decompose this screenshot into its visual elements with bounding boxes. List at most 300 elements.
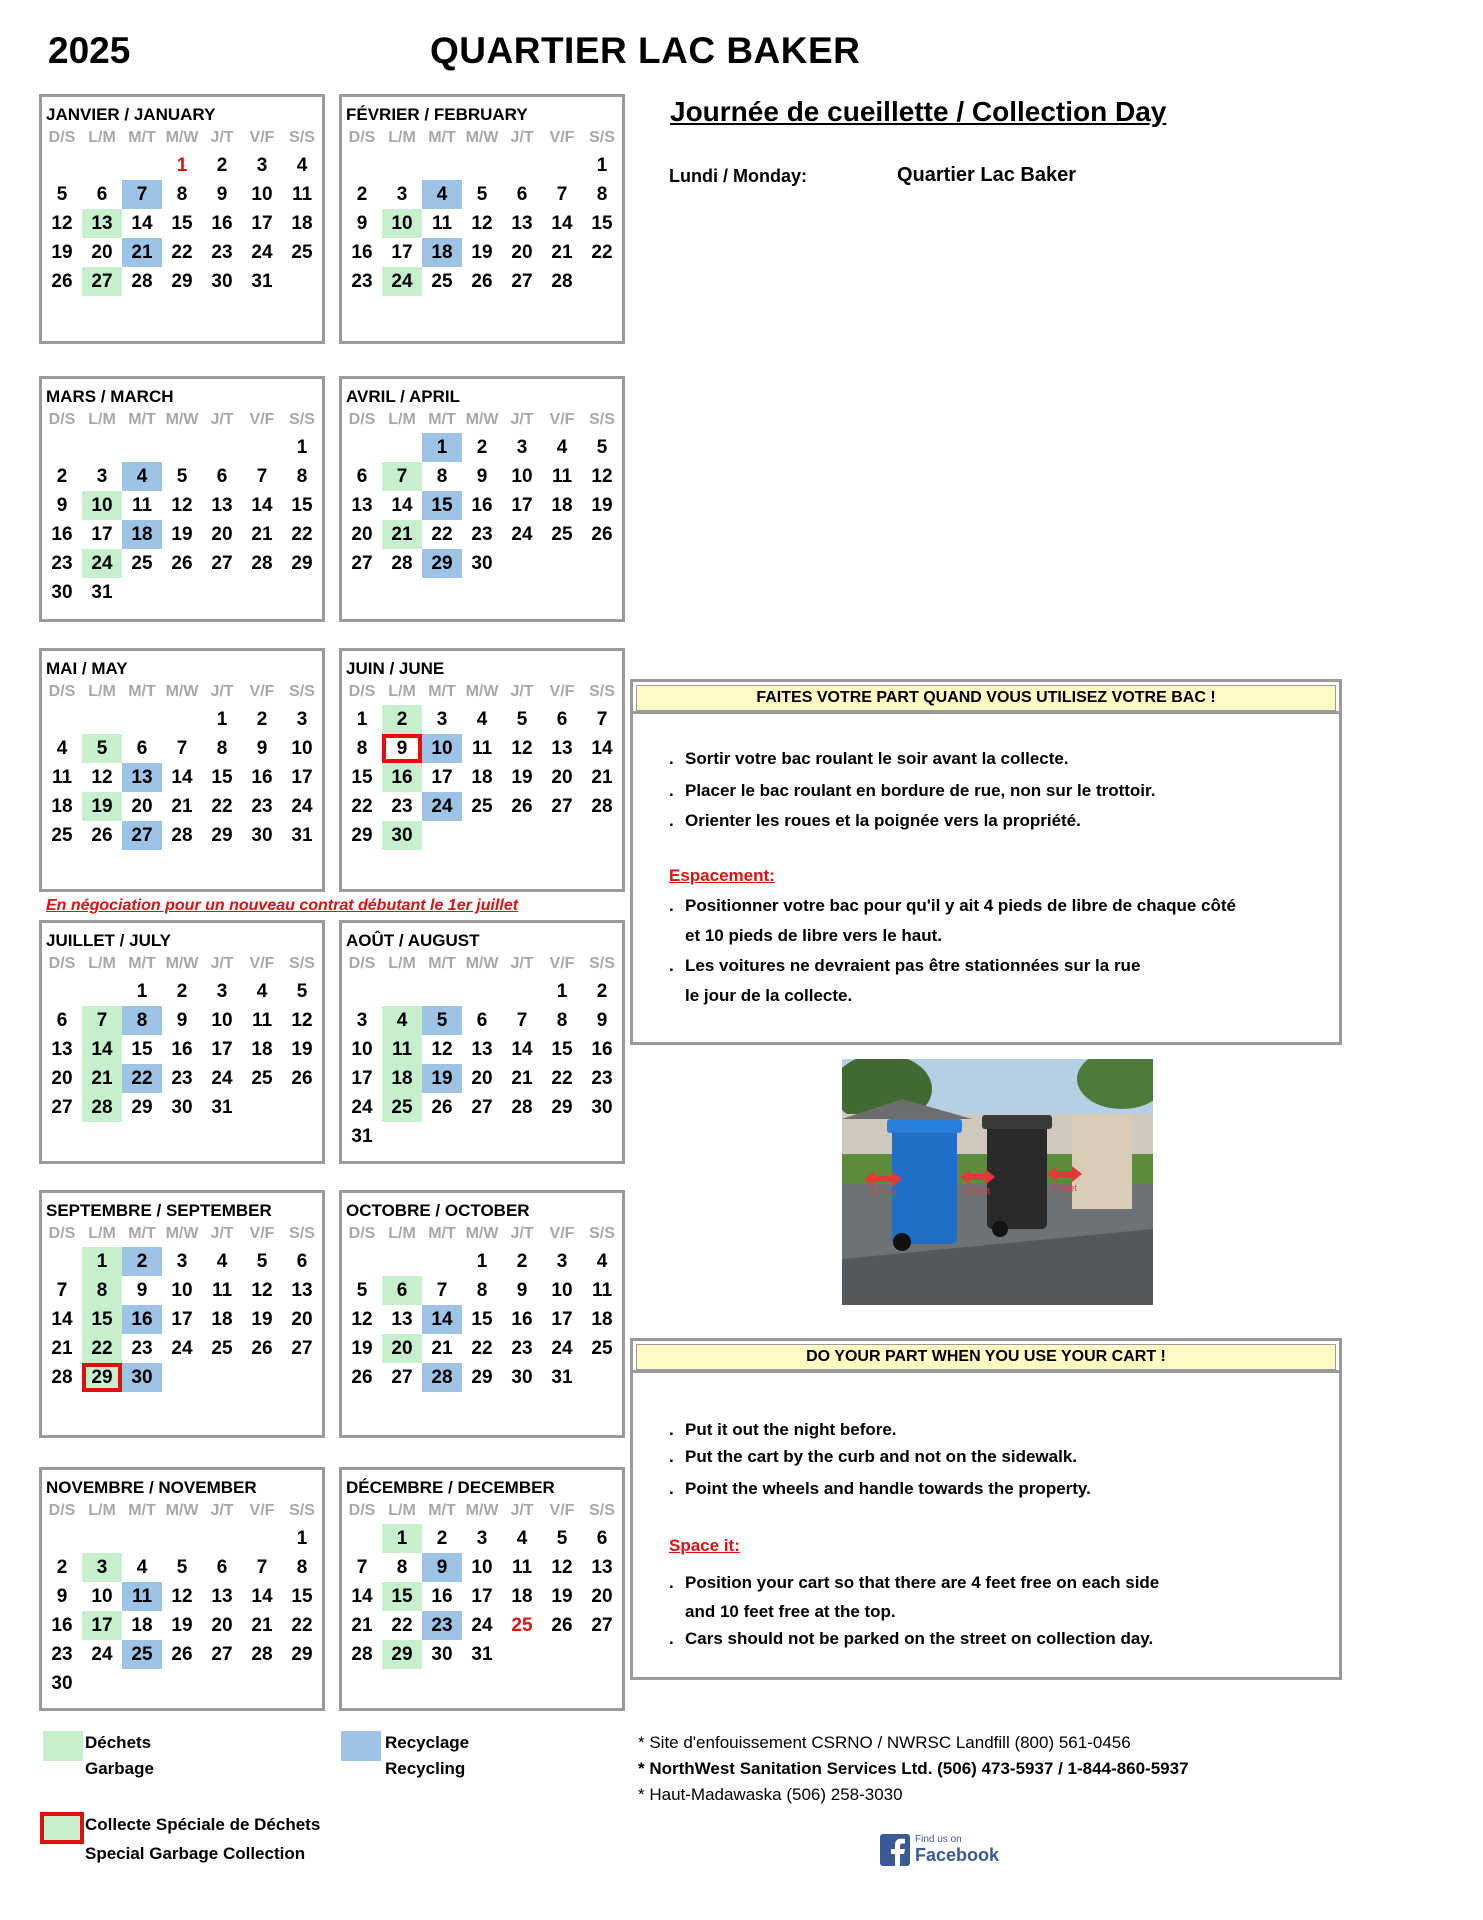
- day-cell: 12: [591, 466, 613, 487]
- fr-item-4-text: Positionner votre bac pour qu'il y ait 4 pieds de libre de chaque côté: [685, 896, 1236, 915]
- day-cell: 18: [382, 1064, 422, 1093]
- day-cell: 20: [91, 242, 113, 263]
- day-cell: 7: [596, 709, 608, 730]
- weekday-label: M/W: [465, 683, 499, 700]
- weekday-label: M/W: [165, 1225, 199, 1242]
- day-cell: 14: [51, 1309, 73, 1330]
- weekday-label: M/T: [128, 1225, 156, 1242]
- day-cell: 5: [422, 1006, 462, 1035]
- fr-item-3: . Orienter les roues et la poignée vers la propriété.: [669, 811, 1081, 830]
- day-cell: 21: [122, 238, 162, 267]
- day-cell: 22: [171, 242, 193, 263]
- weekday-label: L/M: [388, 1225, 416, 1242]
- empty-cell: [462, 151, 502, 180]
- weekday-label: S/S: [589, 683, 615, 700]
- day-cell: 24: [382, 267, 422, 296]
- day-cell: 10: [91, 1586, 113, 1607]
- weekday-label: L/M: [388, 683, 416, 700]
- weekday-label: D/S: [48, 1502, 76, 1519]
- day-cell: 29: [131, 1097, 153, 1118]
- empty-cell: [122, 151, 162, 180]
- day-cell: 18: [551, 495, 573, 516]
- day-cell: 25: [431, 271, 453, 292]
- day-cell: 17: [82, 1611, 122, 1640]
- legend-special-swatch: [40, 1812, 84, 1844]
- month-title: AOÛT / AUGUST: [346, 931, 480, 950]
- fr-item-5b: le jour de la collecte.: [685, 986, 853, 1005]
- en-item-4: . Position your cart so that there are 4 feet free on each side: [669, 1573, 1160, 1592]
- day-cell: 28: [422, 1363, 462, 1392]
- day-cell: 2: [56, 466, 68, 487]
- empty-cell: [162, 433, 202, 462]
- day-cell: 18: [422, 238, 462, 267]
- day-cell: 23: [391, 796, 413, 817]
- weekday-label: V/F: [549, 955, 575, 972]
- weekday-label: M/T: [128, 411, 156, 428]
- day-cell: 30: [251, 825, 273, 846]
- day-cell: 28: [391, 553, 413, 574]
- weekday-label: J/T: [510, 1225, 534, 1242]
- day-cell: 21: [511, 1068, 533, 1089]
- day-cell: 15: [291, 1586, 313, 1607]
- day-cell: 16: [122, 1305, 162, 1334]
- day-cell: 21: [171, 796, 193, 817]
- day-cell: 11: [131, 495, 153, 516]
- day-cell: 6: [382, 1276, 422, 1305]
- day-cell: 12: [51, 213, 73, 234]
- day-cell: 14: [511, 1039, 533, 1060]
- contact-landfill: * Site d'enfouissement CSRNO / NWRSC Landfill (800) 561-0456: [638, 1733, 1131, 1752]
- day-cell: 15: [171, 213, 193, 234]
- day-cell: 27: [351, 553, 373, 574]
- empty-cell: [342, 1247, 382, 1276]
- day-cell: 6: [96, 184, 108, 205]
- day-grid: [42, 433, 322, 607]
- day-cell: 13: [51, 1039, 73, 1060]
- day-cell: 25: [382, 1093, 422, 1122]
- day-cell: 21: [251, 524, 273, 545]
- day-cell: 11: [551, 466, 573, 487]
- day-cell: 30: [171, 1097, 193, 1118]
- day-cell: 27: [211, 553, 233, 574]
- empty-cell: [382, 151, 422, 180]
- fr-item-4b: et 10 pieds de libre vers le haut.: [685, 926, 942, 945]
- day-cell: 16: [382, 763, 422, 792]
- collection-day-label: Lundi / Monday:: [669, 166, 807, 186]
- weekday-label: J/T: [510, 955, 534, 972]
- day-cell: 5: [176, 466, 188, 487]
- day-cell: 18: [511, 1586, 533, 1607]
- month-april: [339, 376, 625, 622]
- day-cell: 12: [351, 1309, 373, 1330]
- month-title: MARS / MARCH: [46, 387, 174, 406]
- day-cell: 8: [296, 466, 308, 487]
- weekday-label: D/S: [48, 129, 76, 146]
- empty-cell: [202, 1524, 242, 1553]
- day-cell: 3: [216, 981, 228, 1002]
- fr-item-4: . Positionner votre bac pour qu'il y ait 4 pieds de libre de chaque côté: [669, 896, 1236, 915]
- day-cell: 13: [551, 738, 573, 759]
- weekday-label: J/T: [510, 411, 534, 428]
- day-cell: 29: [551, 1097, 573, 1118]
- day-cell: 31: [351, 1126, 373, 1147]
- legend-recycling-en: Recycling: [385, 1759, 466, 1778]
- day-cell: 9: [596, 1010, 608, 1031]
- day-cell: 20: [51, 1068, 73, 1089]
- fr-item-1-text: Sortir votre bac roulant le soir avant la collecte.: [685, 749, 1069, 768]
- day-cell: 21: [551, 242, 573, 263]
- day-cell: 28: [251, 553, 273, 574]
- weekday-label: J/T: [510, 129, 534, 146]
- day-cell: 7: [56, 1280, 68, 1301]
- day-cell: 18: [251, 1039, 273, 1060]
- day-cell: 7: [256, 1557, 268, 1578]
- day-cell: 6: [516, 184, 528, 205]
- day-cell: 30: [51, 582, 73, 603]
- day-cell: 2: [122, 1247, 162, 1276]
- weekday-label: S/S: [589, 955, 615, 972]
- day-cell: 7: [82, 1006, 122, 1035]
- day-cell: 30: [51, 1673, 73, 1694]
- day-cell: 5: [296, 981, 308, 1002]
- legend-recycling-fr: Recyclage: [385, 1733, 470, 1752]
- day-cell: 14: [351, 1586, 373, 1607]
- day-cell: 1: [296, 1528, 308, 1549]
- weekday-label: V/F: [549, 129, 575, 146]
- day-cell: 22: [431, 524, 453, 545]
- day-cell: 20: [471, 1068, 493, 1089]
- day-cell: 22: [591, 242, 613, 263]
- day-cell: 9: [476, 466, 488, 487]
- feet-label-1: 4 Feet: [870, 1188, 896, 1198]
- day-cell: 23: [211, 242, 233, 263]
- day-cell: 23: [51, 1644, 73, 1665]
- day-cell: 10: [551, 1280, 573, 1301]
- day-cell: 1: [136, 981, 148, 1002]
- day-cell: 13: [351, 495, 373, 516]
- day-cell: 5: [56, 184, 68, 205]
- empty-cell: [382, 977, 422, 1006]
- weekday-header: [342, 411, 622, 429]
- day-cell: 11: [291, 184, 313, 205]
- day-cell: 19: [511, 767, 533, 788]
- day-cell: 24: [171, 1338, 193, 1359]
- weekday-label: D/S: [48, 683, 76, 700]
- day-cell: 23: [171, 1068, 193, 1089]
- day-cell: 4: [596, 1251, 608, 1272]
- day-cell: 11: [211, 1280, 233, 1301]
- day-cell: 14: [551, 213, 573, 234]
- day-cell: 15: [211, 767, 233, 788]
- weekday-header: [342, 1225, 622, 1243]
- day-cell: 31: [551, 1367, 573, 1388]
- day-cell: 10: [351, 1039, 373, 1060]
- empty-cell: [502, 977, 542, 1006]
- year-title: 2025: [48, 30, 131, 71]
- day-cell: 2: [382, 705, 422, 734]
- legend-garbage-swatch: [43, 1731, 83, 1761]
- day-cell: 23: [422, 1611, 462, 1640]
- month-november: [39, 1467, 325, 1711]
- day-cell: 19: [471, 242, 493, 263]
- fr-panel: [630, 711, 1342, 1045]
- day-cell: 22: [122, 1064, 162, 1093]
- day-cell: 21: [51, 1338, 73, 1359]
- day-cell: 4: [256, 981, 268, 1002]
- day-cell: 24: [211, 1068, 233, 1089]
- day-cell: 13: [391, 1309, 413, 1330]
- empty-cell: [542, 151, 582, 180]
- day-cell: 17: [171, 1309, 193, 1330]
- day-cell: 26: [351, 1367, 373, 1388]
- day-cell: 4: [382, 1006, 422, 1035]
- day-cell: 21: [431, 1338, 453, 1359]
- day-cell: 19: [51, 242, 73, 263]
- empty-cell: [202, 433, 242, 462]
- day-cell: 1: [422, 433, 462, 462]
- day-cell: 21: [251, 1615, 273, 1636]
- day-cell: 3: [476, 1528, 488, 1549]
- en-item-4-text: Position your cart so that there are 4 feet free on each side: [685, 1573, 1160, 1592]
- day-cell: 10: [382, 209, 422, 238]
- day-cell: 13: [122, 763, 162, 792]
- day-cell: 17: [251, 213, 273, 234]
- weekday-label: M/W: [465, 1225, 499, 1242]
- day-grid: [342, 433, 622, 578]
- weekday-label: L/M: [388, 955, 416, 972]
- empty-cell: [342, 977, 382, 1006]
- day-cell: 9: [256, 738, 268, 759]
- day-cell: 28: [251, 1644, 273, 1665]
- weekday-label: D/S: [48, 1225, 76, 1242]
- weekday-label: V/F: [549, 683, 575, 700]
- contact-haut-madawaska: * Haut-Madawaska (506) 258-3030: [638, 1785, 903, 1804]
- day-cell: 5: [476, 184, 488, 205]
- day-cell: 9: [176, 1010, 188, 1031]
- day-grid: [342, 1524, 622, 1669]
- day-cell: 7: [122, 180, 162, 209]
- weekday-label: S/S: [289, 411, 315, 428]
- day-cell: 2: [256, 709, 268, 730]
- day-cell: 4: [56, 738, 68, 759]
- en-subheading: Space it:: [669, 1536, 740, 1555]
- empty-cell: [82, 151, 122, 180]
- day-cell: 20: [351, 524, 373, 545]
- day-cell: 23: [351, 271, 373, 292]
- weekday-header: [42, 683, 322, 701]
- day-cell: 15: [422, 491, 462, 520]
- day-cell: 7: [356, 1557, 368, 1578]
- month-title: DÉCEMBRE / DECEMBER: [346, 1478, 555, 1497]
- empty-cell: [422, 151, 462, 180]
- day-cell: 5: [82, 734, 122, 763]
- weekday-label: M/W: [165, 1502, 199, 1519]
- day-cell: 22: [391, 1615, 413, 1636]
- weekday-header: [342, 683, 622, 701]
- day-cell: 31: [91, 582, 113, 603]
- day-cell: 15: [131, 1039, 153, 1060]
- day-cell: 30: [382, 821, 422, 850]
- day-cell: 25: [511, 1615, 533, 1636]
- day-cell: 15: [351, 767, 373, 788]
- day-cell: 21: [382, 520, 422, 549]
- day-cell: 1: [296, 437, 308, 458]
- day-cell: 24: [291, 796, 313, 817]
- weekday-label: M/T: [128, 129, 156, 146]
- day-cell: 10: [471, 1557, 493, 1578]
- day-cell: 16: [351, 242, 373, 263]
- en-item-5: . Cars should not be parked on the street on collection day.: [669, 1629, 1154, 1648]
- day-cell: 30: [511, 1367, 533, 1388]
- empty-cell: [422, 1247, 462, 1276]
- empty-cell: [422, 977, 462, 1006]
- fr-item-2: . Placer le bac roulant en bordure de rue, non sur le trottoir.: [669, 781, 1156, 800]
- day-cell: 4: [516, 1528, 528, 1549]
- day-cell: 2: [216, 155, 228, 176]
- day-cell: 21: [351, 1615, 373, 1636]
- blue-cart: [892, 1124, 957, 1244]
- weekday-label: V/F: [249, 683, 275, 700]
- day-cell: 23: [511, 1338, 533, 1359]
- day-cell: 1: [176, 155, 188, 176]
- month-title: JANVIER / JANUARY: [46, 105, 216, 124]
- day-cell: 15: [82, 1305, 122, 1334]
- empty-cell: [42, 705, 82, 734]
- day-grid: [42, 977, 322, 1122]
- day-cell: 14: [251, 495, 273, 516]
- month-title: SEPTEMBRE / SEPTEMBER: [46, 1201, 272, 1220]
- day-cell: 3: [556, 1251, 568, 1272]
- day-cell: 22: [211, 796, 233, 817]
- day-cell: 11: [122, 1582, 162, 1611]
- day-cell: 12: [471, 213, 493, 234]
- day-cell: 6: [216, 466, 228, 487]
- day-cell: 12: [251, 1280, 273, 1301]
- weekday-label: L/M: [88, 129, 116, 146]
- weekday-label: J/T: [210, 683, 234, 700]
- month-title: OCTOBRE / OCTOBER: [346, 1201, 530, 1220]
- weekday-label: S/S: [289, 955, 315, 972]
- day-cell: 9: [356, 213, 368, 234]
- day-cell: 17: [551, 1309, 573, 1330]
- empty-cell: [462, 977, 502, 1006]
- empty-cell: [342, 433, 382, 462]
- day-cell: 16: [51, 1615, 73, 1636]
- day-cell: 19: [291, 1039, 313, 1060]
- legend-garbage-en: Garbage: [85, 1759, 154, 1778]
- day-cell: 3: [256, 155, 268, 176]
- day-cell: 17: [291, 767, 313, 788]
- day-cell: 9: [382, 734, 422, 763]
- day-cell: 15: [291, 495, 313, 516]
- weekday-label: M/W: [465, 955, 499, 972]
- day-cell: 25: [51, 825, 73, 846]
- empty-cell: [42, 1524, 82, 1553]
- weekday-label: S/S: [289, 1502, 315, 1519]
- day-cell: 2: [56, 1557, 68, 1578]
- day-cell: 28: [131, 271, 153, 292]
- en-item-2-text: Put the cart by the curb and not on the sidewalk.: [685, 1447, 1077, 1466]
- day-cell: 8: [82, 1276, 122, 1305]
- day-cell: 8: [176, 184, 188, 205]
- weekday-label: V/F: [249, 411, 275, 428]
- day-cell: 5: [596, 437, 608, 458]
- day-cell: 13: [291, 1280, 313, 1301]
- day-cell: 6: [556, 709, 568, 730]
- day-cell: 22: [291, 524, 313, 545]
- day-cell: 27: [391, 1367, 413, 1388]
- day-cell: 11: [382, 1035, 422, 1064]
- day-cell: 19: [171, 1615, 193, 1636]
- day-cell: 11: [511, 1557, 533, 1578]
- day-cell: 6: [216, 1557, 228, 1578]
- day-cell: 10: [171, 1280, 193, 1301]
- weekday-label: J/T: [510, 1502, 534, 1519]
- empty-cell: [82, 977, 122, 1006]
- day-cell: 3: [96, 466, 108, 487]
- day-cell: 17: [471, 1586, 493, 1607]
- day-cell: 18: [291, 213, 313, 234]
- day-cell: 27: [82, 267, 122, 296]
- day-cell: 20: [211, 1615, 233, 1636]
- en-item-5-text: Cars should not be parked on the street on collection day.: [685, 1629, 1154, 1648]
- day-cell: 21: [82, 1064, 122, 1093]
- empty-cell: [342, 1524, 382, 1553]
- day-cell: 7: [436, 1280, 448, 1301]
- empty-cell: [42, 433, 82, 462]
- day-cell: 1: [216, 709, 228, 730]
- day-cell: 11: [591, 1280, 613, 1301]
- day-cell: 29: [211, 825, 233, 846]
- day-cell: 6: [596, 1528, 608, 1549]
- empty-cell: [342, 151, 382, 180]
- day-cell: 20: [131, 796, 153, 817]
- empty-cell: [162, 1524, 202, 1553]
- day-cell: 8: [436, 466, 448, 487]
- page-title: QUARTIER LAC BAKER: [430, 30, 861, 71]
- weekday-label: M/T: [428, 955, 456, 972]
- day-cell: 26: [171, 1644, 193, 1665]
- day-cell: 20: [211, 524, 233, 545]
- day-cell: 25: [122, 1640, 162, 1669]
- contact-northwest-sanitation: * NorthWest Sanitation Services Ltd. (506) 473-5937 / 1-844-860-5937: [638, 1759, 1189, 1778]
- weekday-label: M/W: [165, 129, 199, 146]
- day-cell: 6: [56, 1010, 68, 1031]
- month-title: NOVEMBRE / NOVEMBER: [46, 1478, 257, 1497]
- day-cell: 25: [251, 1068, 273, 1089]
- weekday-label: M/W: [465, 411, 499, 428]
- negotiation-note: En négociation pour un nouveau contrat débutant le 1er juillet: [46, 897, 519, 914]
- day-cell: 3: [396, 184, 408, 205]
- day-cell: 8: [356, 738, 368, 759]
- collection-day-value: Quartier Lac Baker: [897, 164, 1076, 186]
- day-cell: 26: [591, 524, 613, 545]
- day-cell: 26: [551, 1615, 573, 1636]
- day-cell: 16: [171, 1039, 193, 1060]
- day-cell: 1: [82, 1247, 122, 1276]
- day-cell: 29: [351, 825, 373, 846]
- legend-recycling-swatch: [341, 1731, 381, 1761]
- day-cell: 17: [351, 1068, 373, 1089]
- weekday-label: M/T: [428, 683, 456, 700]
- day-cell: 19: [171, 524, 193, 545]
- day-cell: 16: [211, 213, 233, 234]
- empty-cell: [122, 705, 162, 734]
- weekday-label: V/F: [249, 955, 275, 972]
- day-cell: 20: [551, 767, 573, 788]
- day-cell: 11: [471, 738, 493, 759]
- day-cell: 29: [471, 1367, 493, 1388]
